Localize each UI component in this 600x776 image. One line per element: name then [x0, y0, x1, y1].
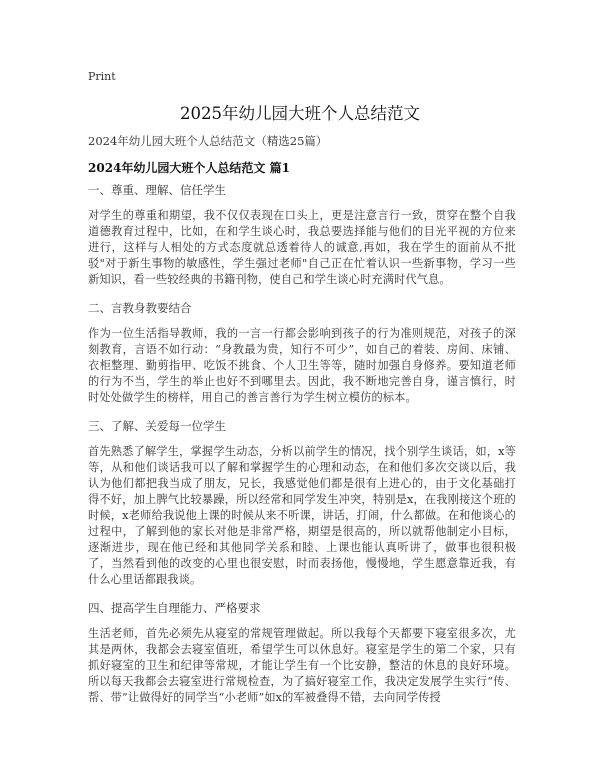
section-paragraph-2: 作为一位生活指导教师，我的一言一行都会影响到孩子的行为准则规范，对孩子的深刻教育，言语不如行动：“身教最为贵，知行不可少”，如自己的着装、房间、床铺、衣柜整理、勤剪指甲、吃饭不挑食、个人卫生等等，随时加强自身修养。要知道老师的行为不当，学生的举止也好不到哪里去。因此，我不断地完善自身，谨言慎行，时时处处做学生的榜样，用自己的善言善行为学生树立模仿的标本。	[88, 327, 516, 404]
section-paragraph-1: 对学生的尊重和期望，我不仅仅表现在口头上，更是注意言行一致，贯穿在整个自我道德教育过程中，比如，在和学生谈心时，我总要选择能与他们的目光平视的方位来进行，这样与人相处的方式态度就总透着待人的诚意,再如，我在学生的面前从不批驳"对于新生事物的敏感性，学生强过老师"自己正在忙着认识一些新事物，学习一些新知识，看一些较经典的书籍刊物，使自己和学生谈心时充满时代气息。	[88, 209, 516, 286]
page-title: 2025年幼儿园大班个人总结范文	[180, 104, 420, 123]
article-body	[88, 182, 516, 718]
section-paragraph-4: 生活老师，首先必须先从寝室的常规管理做起。所以我每个天都要下寝室很多次，尤其是两休，我都会去寝室值班，希望学生可以休息好。寝室是学生的第二个家，只有抓好寝室的卫生和纪律等常规，才能让学生有一个比安静，整洁的休息的良好环境。所以每天我都会去寝室进行常规检查，为了搞好寝室工作，我决定发展学生实行“传、帮、带”让做得好的同学当“小老师”如x的军被叠得不错，去向同学传授	[88, 627, 516, 704]
section-heading-4: 四、提高学生自理能力、严格要求	[88, 601, 261, 615]
section-heading-3: 三、了解、关爱每一位学生	[88, 419, 226, 433]
subtitle: 2024年幼儿园大班个人总结范文（精选25篇）	[88, 134, 328, 148]
article-heading: 2024年幼儿园大班个人总结范文 篇1	[88, 161, 290, 175]
section-heading-2: 二、言教身教要结合	[88, 301, 192, 315]
print-link[interactable]: Print	[88, 70, 116, 83]
section-paragraph-3: 首先熟悉了解学生，掌握学生动态，分析以前学生的情况，找个别学生谈话，如，x等等，从和他们谈话我可以了解和掌握学生的心理和动态，在和他们多次交谈以后，我认为他们都把我当成了朋友，兄长，我感觉他们都是很有上进心的，由于文化基础打得不好，加上脾气比较暴躁，所以经常和同学发生冲突，特别是x，在我刚接这个班的时候，x老师给我说他上课的时候从来不听课，讲话，打闹，什么都做。在和他谈心的过程中，了解到他的家长对他是非常严格，期望是很高的，所以就帮他制定小目标，逐渐进步，现在他已经和其他同学关系和睦、上课也能认真听讲了，做事也很积极了，当然看到他的改变的心里也很安慰，时而表扬他，慢慢地，学生愿意靠近我，有什么心里话都跟我谈。	[88, 445, 516, 586]
section-heading-1: 一、尊重、理解、信任学生	[88, 183, 226, 197]
